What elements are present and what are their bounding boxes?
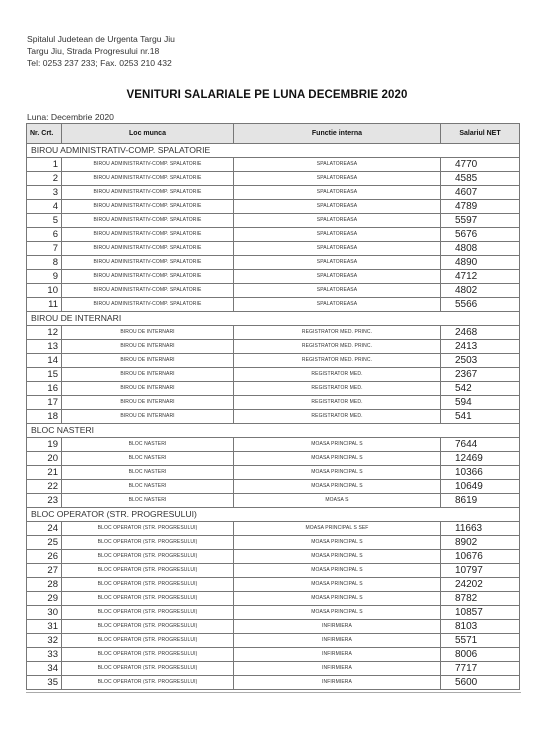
table-row: [27, 676, 520, 690]
row-functie: INFIRMIERA: [234, 620, 441, 634]
table-row: [27, 200, 520, 214]
row-loc-munca: BLOC NASTERI: [62, 480, 234, 494]
hospital-address: Targu Jiu, Strada Progresului nr.18: [27, 46, 160, 56]
row-loc-munca: BIROU ADMINISTRATIV-COMP. SPALATORIE: [62, 158, 234, 172]
col-functie-header: Functie interna: [234, 124, 441, 144]
row-salariu: 8619: [441, 494, 520, 508]
table-row: [27, 214, 520, 228]
row-number: 28: [27, 578, 62, 592]
row-salariu: 2503: [441, 354, 520, 368]
table-row: [27, 396, 520, 410]
row-number: 20: [27, 452, 62, 466]
row-loc-munca: BLOC OPERATOR (STR. PROGRESULUI): [62, 606, 234, 620]
table-row: [27, 648, 520, 662]
row-loc-munca: BIROU ADMINISTRATIV-COMP. SPALATORIE: [62, 242, 234, 256]
row-functie: SPALATOREASA: [234, 200, 441, 214]
table-row: [27, 382, 520, 396]
group-header-row: [27, 424, 520, 438]
row-salariu: 5566: [441, 298, 520, 312]
row-salariu: 10366: [441, 466, 520, 480]
table-row: [27, 592, 520, 606]
group-header-row: [27, 144, 520, 158]
row-number: 35: [27, 676, 62, 690]
group-header-row: [27, 312, 520, 326]
row-functie: SPALATOREASA: [234, 242, 441, 256]
row-number: 25: [27, 536, 62, 550]
table-row: [27, 228, 520, 242]
row-loc-munca: BIROU ADMINISTRATIV-COMP. SPALATORIE: [62, 298, 234, 312]
table-row: [27, 452, 520, 466]
col-nr-header: Nr. Crt.: [27, 124, 62, 144]
table-row: [27, 326, 520, 340]
page-bottom-rule: [26, 692, 521, 693]
row-functie: INFIRMIERA: [234, 634, 441, 648]
row-salariu: 10857: [441, 606, 520, 620]
row-number: 11: [27, 298, 62, 312]
row-functie: SPALATOREASA: [234, 172, 441, 186]
row-loc-munca: BLOC OPERATOR (STR. PROGRESULUI): [62, 550, 234, 564]
row-number: 32: [27, 634, 62, 648]
row-loc-munca: BIROU ADMINISTRATIV-COMP. SPALATORIE: [62, 256, 234, 270]
row-salariu: 11663: [441, 522, 520, 536]
row-salariu: 594: [441, 396, 520, 410]
row-salariu: 4808: [441, 242, 520, 256]
row-loc-munca: BLOC OPERATOR (STR. PROGRESULUI): [62, 522, 234, 536]
row-number: 19: [27, 438, 62, 452]
col-loc-header: Loc munca: [62, 124, 234, 144]
table-row: [27, 298, 520, 312]
row-salariu: 5600: [441, 676, 520, 690]
row-functie: SPALATOREASA: [234, 228, 441, 242]
table-row: [27, 620, 520, 634]
row-loc-munca: BLOC OPERATOR (STR. PROGRESULUI): [62, 648, 234, 662]
row-number: 4: [27, 200, 62, 214]
row-functie: REGISTRATOR MED. PRINC.: [234, 326, 441, 340]
row-functie: SPALATOREASA: [234, 256, 441, 270]
row-loc-munca: BIROU ADMINISTRATIV-COMP. SPALATORIE: [62, 200, 234, 214]
row-number: 13: [27, 340, 62, 354]
row-salariu: 4770: [441, 158, 520, 172]
row-salariu: 8902: [441, 536, 520, 550]
row-loc-munca: BIROU DE INTERNARI: [62, 382, 234, 396]
row-number: 10: [27, 284, 62, 298]
table-row: [27, 522, 520, 536]
row-salariu: 2413: [441, 340, 520, 354]
row-salariu: 4712: [441, 270, 520, 284]
row-number: 8: [27, 256, 62, 270]
table-row: [27, 284, 520, 298]
row-salariu: 4585: [441, 172, 520, 186]
row-functie: REGISTRATOR MED.: [234, 382, 441, 396]
row-salariu: 4890: [441, 256, 520, 270]
row-number: 14: [27, 354, 62, 368]
row-functie: SPALATOREASA: [234, 158, 441, 172]
row-functie: SPALATOREASA: [234, 284, 441, 298]
row-functie: MOASA PRINCIPAL S SEF: [234, 522, 441, 536]
row-functie: MOASA PRINCIPAL S: [234, 564, 441, 578]
table-row: [27, 606, 520, 620]
row-salariu: 542: [441, 382, 520, 396]
row-number: 24: [27, 522, 62, 536]
row-loc-munca: BLOC NASTERI: [62, 452, 234, 466]
row-number: 22: [27, 480, 62, 494]
table-row: [27, 536, 520, 550]
row-salariu: 10649: [441, 480, 520, 494]
hospital-contact: Tel: 0253 237 233; Fax. 0253 210 432: [27, 58, 172, 68]
row-loc-munca: BIROU DE INTERNARI: [62, 396, 234, 410]
row-number: 23: [27, 494, 62, 508]
row-loc-munca: BIROU DE INTERNARI: [62, 326, 234, 340]
row-loc-munca: BLOC OPERATOR (STR. PROGRESULUI): [62, 662, 234, 676]
row-functie: REGISTRATOR MED.: [234, 410, 441, 424]
row-functie: SPALATOREASA: [234, 214, 441, 228]
row-number: 26: [27, 550, 62, 564]
row-number: 31: [27, 620, 62, 634]
row-salariu: 10676: [441, 550, 520, 564]
row-number: 17: [27, 396, 62, 410]
row-functie: MOASA PRINCIPAL S: [234, 452, 441, 466]
row-loc-munca: BIROU DE INTERNARI: [62, 368, 234, 382]
row-loc-munca: BLOC OPERATOR (STR. PROGRESULUI): [62, 564, 234, 578]
hospital-name: Spitalul Judetean de Urgenta Targu Jiu: [27, 34, 175, 44]
row-number: 7: [27, 242, 62, 256]
row-number: 21: [27, 466, 62, 480]
row-loc-munca: BLOC OPERATOR (STR. PROGRESULUI): [62, 676, 234, 690]
row-salariu: 5571: [441, 634, 520, 648]
salary-table: [26, 123, 520, 690]
table-row: [27, 172, 520, 186]
group-label: BLOC NASTERI: [27, 424, 520, 438]
row-loc-munca: BIROU ADMINISTRATIV-COMP. SPALATORIE: [62, 270, 234, 284]
row-number: 18: [27, 410, 62, 424]
table-row: [27, 564, 520, 578]
row-loc-munca: BLOC OPERATOR (STR. PROGRESULUI): [62, 634, 234, 648]
table-row: [27, 242, 520, 256]
col-salariu-header: Salariul NET: [441, 124, 520, 144]
row-salariu: 7717: [441, 662, 520, 676]
row-functie: REGISTRATOR MED. PRINC.: [234, 340, 441, 354]
row-loc-munca: BIROU ADMINISTRATIV-COMP. SPALATORIE: [62, 228, 234, 242]
row-salariu: 24202: [441, 578, 520, 592]
row-salariu: 12469: [441, 452, 520, 466]
row-salariu: 2468: [441, 326, 520, 340]
group-label: BLOC OPERATOR (STR. PROGRESULUI): [27, 508, 520, 522]
row-number: 9: [27, 270, 62, 284]
table-row: [27, 634, 520, 648]
row-functie: MOASA S: [234, 494, 441, 508]
row-loc-munca: BLOC OPERATOR (STR. PROGRESULUI): [62, 578, 234, 592]
table-row: [27, 578, 520, 592]
table-row: [27, 354, 520, 368]
row-loc-munca: BIROU ADMINISTRATIV-COMP. SPALATORIE: [62, 214, 234, 228]
group-label: BIROU DE INTERNARI: [27, 312, 520, 326]
row-salariu: 4802: [441, 284, 520, 298]
table-row: [27, 186, 520, 200]
row-number: 34: [27, 662, 62, 676]
row-number: 15: [27, 368, 62, 382]
row-number: 27: [27, 564, 62, 578]
row-number: 3: [27, 186, 62, 200]
row-functie: MOASA PRINCIPAL S: [234, 536, 441, 550]
row-salariu: 5676: [441, 228, 520, 242]
row-functie: SPALATOREASA: [234, 298, 441, 312]
table-body: [27, 144, 520, 690]
row-number: 1: [27, 158, 62, 172]
table-row: [27, 494, 520, 508]
table-row: [27, 410, 520, 424]
row-number: 5: [27, 214, 62, 228]
row-loc-munca: BIROU ADMINISTRATIV-COMP. SPALATORIE: [62, 172, 234, 186]
row-loc-munca: BIROU DE INTERNARI: [62, 354, 234, 368]
row-functie: INFIRMIERA: [234, 648, 441, 662]
row-salariu: 8006: [441, 648, 520, 662]
table-row: [27, 662, 520, 676]
table-row: [27, 256, 520, 270]
row-functie: MOASA PRINCIPAL S: [234, 466, 441, 480]
row-salariu: 8103: [441, 620, 520, 634]
row-number: 29: [27, 592, 62, 606]
row-number: 2: [27, 172, 62, 186]
row-functie: MOASA PRINCIPAL S: [234, 438, 441, 452]
row-number: 33: [27, 648, 62, 662]
row-salariu: 2367: [441, 368, 520, 382]
row-salariu: 541: [441, 410, 520, 424]
row-loc-munca: BLOC NASTERI: [62, 438, 234, 452]
row-functie: MOASA PRINCIPAL S: [234, 480, 441, 494]
row-functie: MOASA PRINCIPAL S: [234, 592, 441, 606]
group-header-row: [27, 508, 520, 522]
row-number: 16: [27, 382, 62, 396]
row-loc-munca: BLOC OPERATOR (STR. PROGRESULUI): [62, 620, 234, 634]
row-salariu: 8782: [441, 592, 520, 606]
row-number: 6: [27, 228, 62, 242]
row-loc-munca: BIROU DE INTERNARI: [62, 410, 234, 424]
row-functie: REGISTRATOR MED.: [234, 368, 441, 382]
table-row: [27, 340, 520, 354]
table-row: [27, 550, 520, 564]
row-salariu: 7644: [441, 438, 520, 452]
row-functie: INFIRMIERA: [234, 662, 441, 676]
row-loc-munca: BLOC OPERATOR (STR. PROGRESULUI): [62, 536, 234, 550]
table-row: [27, 158, 520, 172]
row-salariu: 5597: [441, 214, 520, 228]
table-row: [27, 480, 520, 494]
table-row: [27, 270, 520, 284]
row-salariu: 4607: [441, 186, 520, 200]
row-functie: INFIRMIERA: [234, 676, 441, 690]
row-functie: MOASA PRINCIPAL S: [234, 578, 441, 592]
row-loc-munca: BLOC OPERATOR (STR. PROGRESULUI): [62, 592, 234, 606]
row-functie: MOASA PRINCIPAL S: [234, 550, 441, 564]
row-loc-munca: BLOC NASTERI: [62, 466, 234, 480]
row-functie: MOASA PRINCIPAL S: [234, 606, 441, 620]
group-label: BIROU ADMINISTRATIV-COMP. SPALATORIE: [27, 144, 520, 158]
table-row: [27, 438, 520, 452]
row-functie: SPALATOREASA: [234, 270, 441, 284]
row-loc-munca: BIROU ADMINISTRATIV-COMP. SPALATORIE: [62, 186, 234, 200]
row-loc-munca: BIROU ADMINISTRATIV-COMP. SPALATORIE: [62, 284, 234, 298]
row-salariu: 4789: [441, 200, 520, 214]
row-salariu: 10797: [441, 564, 520, 578]
row-number: 12: [27, 326, 62, 340]
document-title: VENITURI SALARIALE PE LUNA DECEMBRIE 2020: [126, 89, 408, 101]
table-row: [27, 368, 520, 382]
row-functie: SPALATOREASA: [234, 186, 441, 200]
row-functie: REGISTRATOR MED.: [234, 396, 441, 410]
month-label: Luna: Decembrie 2020: [27, 112, 114, 122]
table-header-row: [27, 124, 520, 144]
row-loc-munca: BIROU DE INTERNARI: [62, 340, 234, 354]
table-row: [27, 466, 520, 480]
row-number: 30: [27, 606, 62, 620]
row-loc-munca: BLOC NASTERI: [62, 494, 234, 508]
row-functie: REGISTRATOR MED. PRINC.: [234, 354, 441, 368]
